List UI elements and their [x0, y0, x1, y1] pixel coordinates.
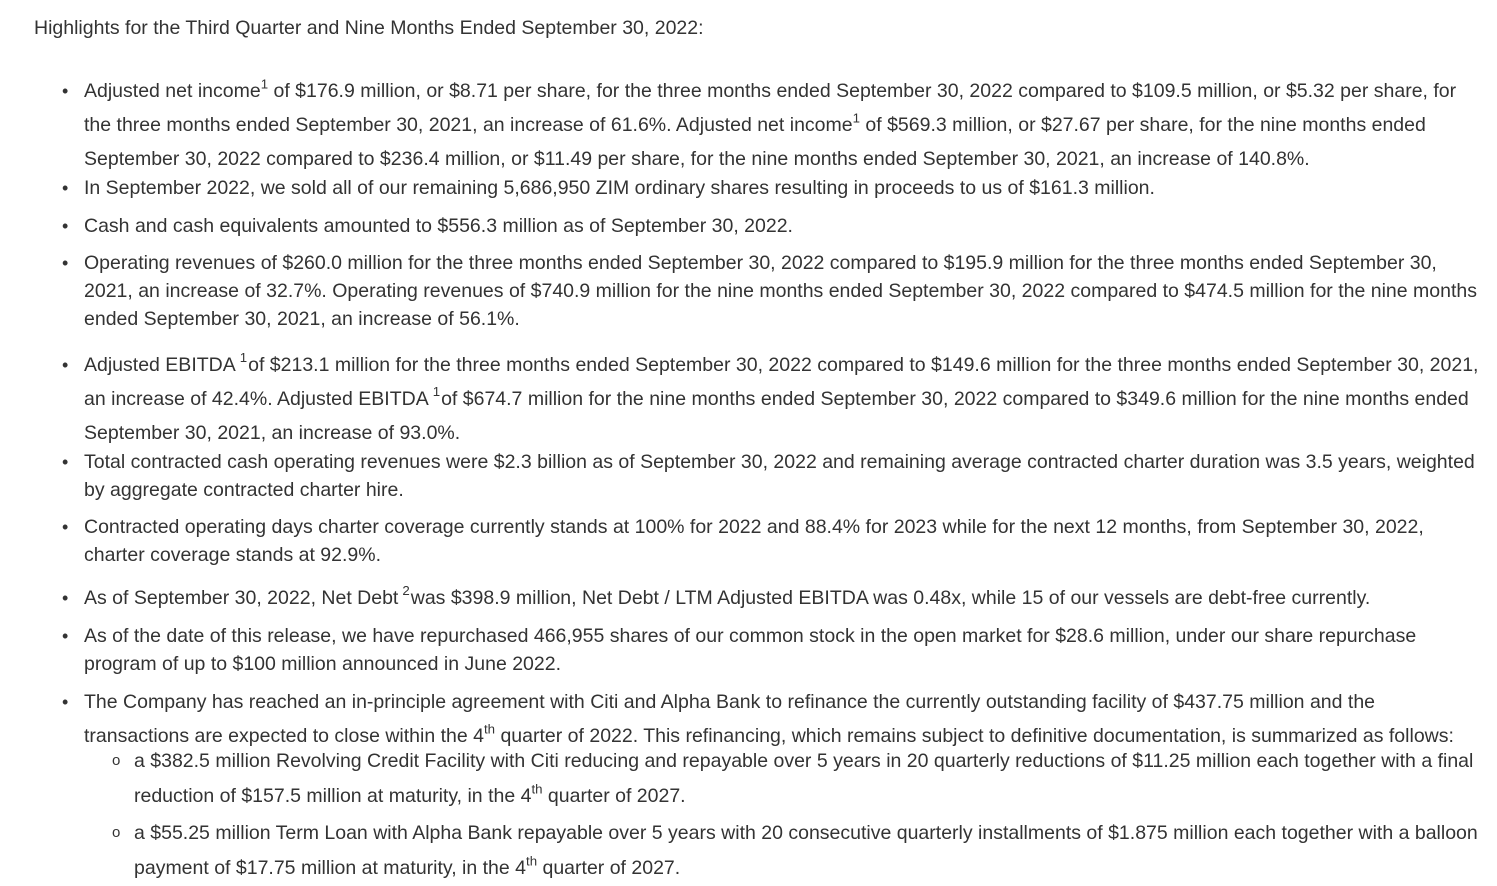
footnote-marker: 1	[260, 76, 269, 92]
footnote-marker: 1	[239, 350, 248, 366]
item-text: of $213.1 million for the three months ended September 30, 2022 compared to $149.6 million for the three months ended September 30, 2021, an increase of 42.4%. Adjusted EBITDA	[84, 354, 1479, 410]
sub-item-revolving-credit-facility	[134, 744, 1479, 814]
footnote-marker: 2	[402, 583, 410, 599]
item-text: quarter of 2022. This refinancing, which remains subject to definitive documentation, is summarized as follows:	[495, 725, 1454, 747]
list-item-adjusted-net-income	[84, 74, 1484, 176]
item-text: of $176.9 million, or $8.71 per share, for the three months ended September 30, 2022 compared to $109.5 million, or $5.32 per share, for the three months ended September 30, 2021, an increase of 61.6%. Adjusted net income	[84, 80, 1457, 136]
list-item-cash	[84, 212, 1484, 240]
list-item-share-repurchase	[84, 622, 1484, 678]
list-item-charter-coverage	[84, 513, 1484, 569]
list-item-zim-shares	[84, 174, 1484, 202]
item-text: The Company has reached an in-principle agreement with Citi and Alpha Bank to refinance the currently outstanding facility of $437.75 million and the transactions are expected to close within the 4	[84, 691, 1376, 747]
sub-item-text: a $382.5 million Revolving Credit Facility with Citi reducing and repayable over 5 years in 20 quarterly reductions of $11.25 million each together with a final reduction of $157.5 million at maturity, in the 4	[134, 750, 1474, 807]
sub-item-text: quarter of 2027.	[542, 785, 686, 807]
item-text: Operating revenues of $260.0 million for the three months ended September 30, 2022 compared to $195.9 million for the three months ended September 30, 2021, an increase of 32.7%. Operating revenues of $740.9 million for the nine months ended September 30, 2022 compared to $474.5 million for the nine months ended September 30, 2021, an increase of 56.1%.	[84, 252, 1477, 330]
ordinal-suffix: th	[483, 721, 496, 737]
item-text: As of September 30, 2022, Net Debt	[84, 587, 399, 609]
list-item-contracted-revenues	[84, 448, 1484, 504]
item-text: was $398.9 million, Net Debt / LTM Adjusted EBITDA was 0.48x, while 15 of our vessels are debt-free currently.	[410, 587, 1371, 609]
list-item-net-debt	[84, 584, 1484, 612]
sub-item-term-loan	[134, 816, 1479, 886]
ordinal-suffix: th	[531, 781, 543, 797]
sub-item-text: quarter of 2027.	[537, 857, 681, 879]
ordinal-suffix: th	[526, 853, 538, 869]
item-text: In September 2022, we sold all of our remaining 5,686,950 ZIM ordinary shares resulting in proceeds to us of $161.3 million.	[84, 177, 1155, 199]
footnote-marker: 1	[852, 110, 860, 126]
item-text: Cash and cash equivalents amounted to $556.3 million as of September 30, 2022.	[84, 215, 793, 237]
sub-item-text: a $55.25 million Term Loan with Alpha Bank repayable over 5 years with 20 consecutive quarterly installments of $1.875 million each together with a balloon payment of $17.75 million at maturity, in the 4	[134, 822, 1478, 879]
item-text: Adjusted EBITDA	[84, 354, 236, 376]
item-text: of $674.7 million for the nine months ended September 30, 2022 compared to $349.6 million for the nine months ended September 30, 2021, an increase of 93.0%.	[84, 388, 1469, 444]
page-heading: Highlights for the Third Quarter and Nine Months Ended September 30, 2022:	[34, 17, 704, 39]
footnote-marker: 1	[432, 384, 441, 400]
list-item-adjusted-ebitda	[84, 348, 1484, 450]
item-text: of $569.3 million, or $27.67 per share, for the nine months ended September 30, 2022 compared to $236.4 million, or $11.49 per share, for the nine months ended September 30, 2021, an increase of 140.8%.	[84, 114, 1426, 170]
list-item-refinancing	[84, 685, 1484, 753]
item-text: As of the date of this release, we have repurchased 466,955 shares of our common stock in the open market for $28.6 million, under our share repurchase program of up to $100 million announced in June 2022.	[84, 625, 1417, 675]
item-text: Contracted operating days charter coverage currently stands at 100% for 2022 and 88.4% for 2023 while for the next 12 months, from September 30, 2022, charter coverage stands at 92.9%.	[84, 516, 1424, 566]
item-text: Adjusted net income	[84, 80, 261, 102]
list-item-operating-revenues	[84, 249, 1484, 333]
item-text: Total contracted cash operating revenues were $2.3 billion as of September 30, 2022 and remaining average contracted charter duration was 3.5 years, weighted by aggregate contracted charter hire.	[84, 451, 1475, 501]
